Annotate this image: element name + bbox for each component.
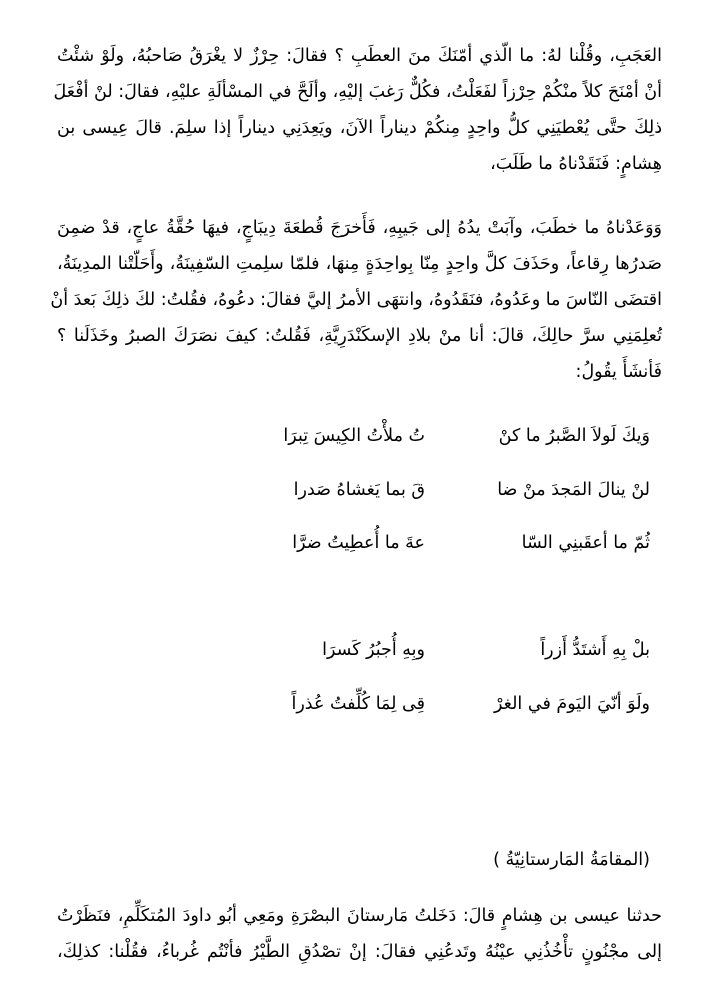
- paragraph-2: [50, 210, 662, 390]
- section-title: (المقامَةُ المَارستانِيّةُ ): [493, 850, 650, 870]
- paragraph-line: هِشامٍ: فَنَقَدْناهُ ما طَلَبَ،: [490, 154, 662, 174]
- poem-verse-5: [110, 686, 650, 722]
- verse-second-hemistich: قَ بما يَغشاهُ صَدرا: [293, 480, 425, 500]
- paragraph-line: فَأنشَأَ يقُولُ:: [575, 362, 662, 382]
- paragraph-1: [53, 38, 662, 182]
- verse-first-hemistich: ثُمّ ما أعقَبنِي السّا: [521, 533, 650, 553]
- paragraph-line: حدثنا عيسى بن هِشامٍ قالَ: دَخَلتُ مَارستانَ البصْرَةِ ومَعِي أبُو داودَ المُتكَلِّمِ، فنَظَرْتُ: [57, 906, 662, 926]
- paragraph-line: إلى مجْنُونٍ تأْخُذُنِي عيْنُهُ وتَدعُنِي فقالَ: إنْ تصْدُقِ الطَّيْرُ فأنْتُم غُرباءُ، فقُلْنا: كذلِكَ،: [57, 942, 662, 962]
- verse-first-hemistich: بلْ بِهِ أَشتَدُّ أَزراً: [540, 640, 650, 660]
- poem-verse-4: [110, 632, 650, 668]
- verse-first-hemistich: ولَوَ أنّيَ اليَومَ في الغرْ: [494, 694, 650, 714]
- paragraph-line: صَدرُها رِقاعاً، وحَذَفَ كلَّ واحِدٍ مِنّا بِواحِدَةٍ مِنهَا، فلمّا سلِمتِ السّفِينَةُ، وأَحَلّتْنا المدِينَةُ،: [57, 254, 662, 274]
- paragraph-line: العَجَبِ، وقُلْنا لهُ: ما الّذي أمّنَكَ منَ العطَبِ ؟ فقالَ: حِرْزٌ لا يغْرَقُ صَاحبُهُ، ولَوْ شئْتُ: [57, 46, 662, 66]
- paragraph-line: اقتضَى النّاسَ ما وعَدُوهُ، فنَقَدُوهُ، وانتهَى الأمرُ إليَّ فقالَ: دعُوهُ، فقُلتُ: لكَ ذلِكَ بَعدَ أنْ: [50, 290, 662, 310]
- verse-second-hemistich: تُ ملأْتُ الكِيسَ تِبرَا: [283, 426, 425, 446]
- verse-second-hemistich: عةَ ما أُعطِيتُ ضرَّا: [292, 533, 425, 553]
- poem-verse-3: [110, 525, 650, 561]
- paragraph-line: وَوَعَدْناهُ ما خطَبَ، وآبَتْ يدُهُ إلى جَيبِهِ، فَأَخرَجَ قُطعَةَ دِيبَاجٍ، فيهَا حُقَّةُ عاجٍ، قدْ ضمِنَ: [57, 218, 662, 238]
- paragraph-line: ذلِكَ حتَّى يُعْطيَنِي كلُّ واحِدٍ مِنكُمْ ديناراً الآنَ، ويَعِدَنِي ديناراً إذا سلِمَ. قالَ عِيسى بن: [57, 118, 662, 138]
- verse-first-hemistich: لنْ ينالَ المَجدَ منْ ضا: [497, 480, 650, 500]
- paragraph-line: أنْ أمْنَحَ كلاً منْكُمْ حِرْزاً لفَعَلْتُ، فكُلٌّ رَغبَ إليْهِ، وألَحَّ في المسْألَةِ عليْهِ، فقالَ: لنْ أفْعَلَ: [53, 82, 662, 102]
- verse-second-hemistich: وبِهِ أُجبُرُ كَسرَا: [322, 640, 425, 660]
- verse-first-hemistich: وَيكَ لَولاَ الصَّبرُ ما كنْ: [498, 426, 650, 446]
- paragraph-3: [57, 898, 662, 970]
- poem-verse-1: [110, 418, 650, 454]
- poem-verse-2: [110, 472, 650, 508]
- paragraph-line: تُعلِمَنِي سرَّ حالِكَ، قالَ: أنا منْ بلادِ الإسكَنْدَرِيَّةِ، فَقُلتُ: كيفَ نصَرَكَ الصبرُ وخَذَلَنا ؟: [57, 326, 662, 346]
- verse-second-hemistich: قِى لِمَا كُلِّفتُ عُذراً: [291, 694, 425, 714]
